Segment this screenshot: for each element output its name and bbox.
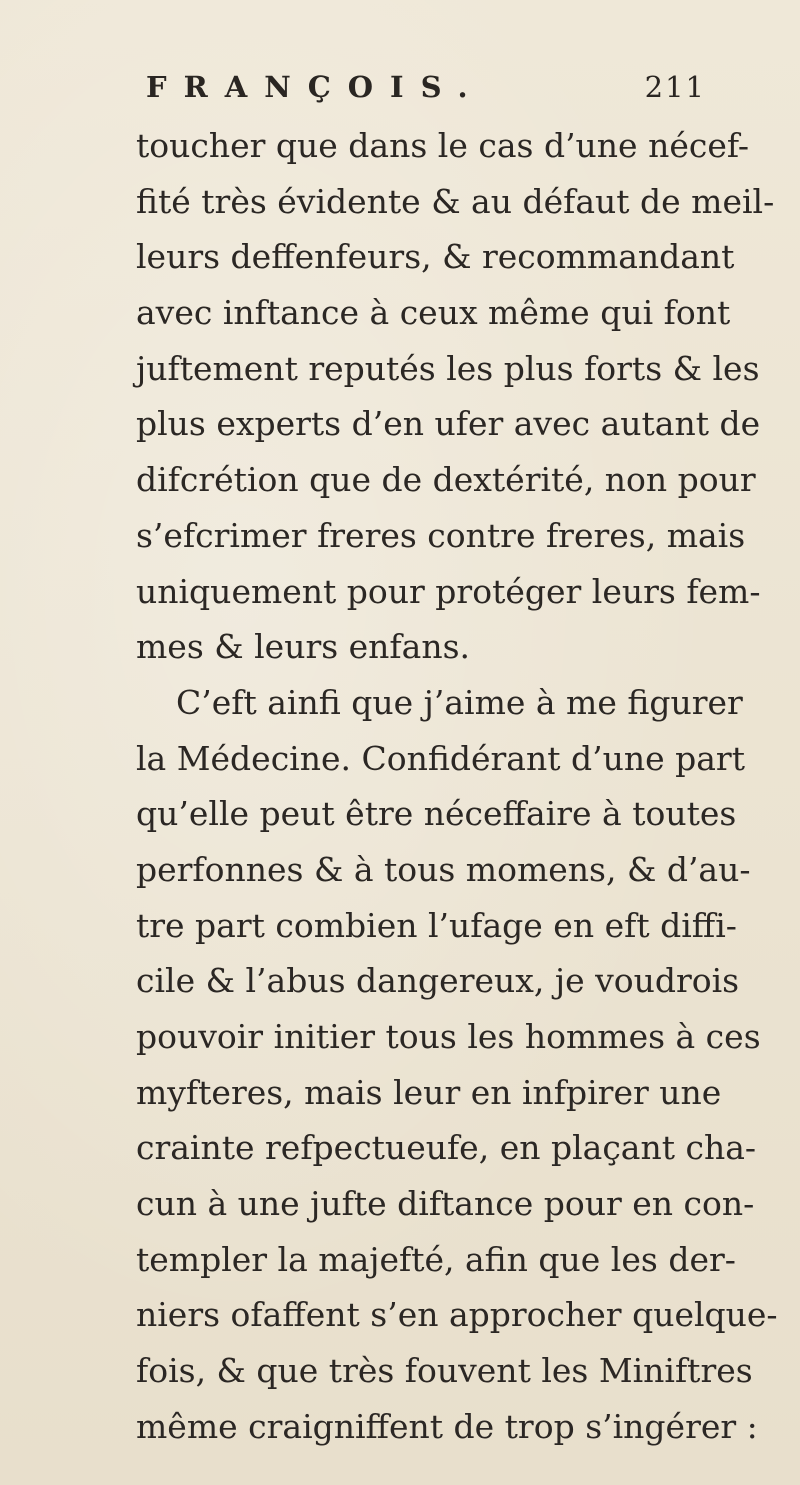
- text-line: niers ofaffent s’en approcher quelque-: [136, 1295, 778, 1335]
- text-line: tre part combien l’ufage en eft diffi-: [136, 905, 737, 945]
- text-line: C’eft ainfi que j’aime à me figurer: [176, 682, 743, 722]
- text-line: qu’elle peut être néceffaire à toutes: [136, 794, 737, 834]
- page-header: [146, 70, 706, 110]
- text-line: pouvoir initier tous les hommes à ces: [136, 1017, 761, 1056]
- text-line: myfteres, mais leur en infpirer une: [136, 1072, 722, 1112]
- text-line: la Médecine. Confidérant d’une part: [136, 738, 745, 778]
- text-line: templer la majefté, afin que les der-: [136, 1239, 736, 1279]
- body-text: [120, 118, 800, 1455]
- text-line: perfonnes & à tous momens, & d’au-: [136, 849, 751, 889]
- text-line: leurs deffenfeurs, & recommandant: [136, 237, 735, 277]
- text-line: s’efcrimer freres contre freres, mais: [136, 515, 746, 555]
- text-line: plus experts d’en ufer avec autant de: [136, 404, 761, 444]
- text-line: uniquement pour protéger leurs fem-: [136, 571, 761, 611]
- text-line: avec inftance à ceux même qui font: [136, 293, 731, 333]
- text-line: mes & leurs enfans.: [136, 627, 470, 667]
- running-head: FRANÇOIS.: [146, 70, 485, 104]
- text-line: fité très évidente & au défaut de meil-: [136, 181, 775, 221]
- text-line: fois, & que très fouvent les Miniftres: [136, 1351, 753, 1391]
- text-line: difcrétion que de dextérité, non pour: [136, 460, 756, 500]
- text-line: toucher que dans le cas d’une nécef-: [136, 126, 750, 165]
- text-line: cun à une jufte diftance pour en con-: [136, 1184, 755, 1224]
- page-number: 211: [644, 70, 706, 104]
- text-line: juftement reputés les plus forts & les: [136, 348, 760, 388]
- text-line: même craigniffent de trop s’ingérer :: [136, 1406, 758, 1446]
- text-line: crainte refpectueufe, en plaçant cha-: [136, 1128, 757, 1168]
- text-line: cile & l’abus dangereux, je voudrois: [136, 961, 740, 1001]
